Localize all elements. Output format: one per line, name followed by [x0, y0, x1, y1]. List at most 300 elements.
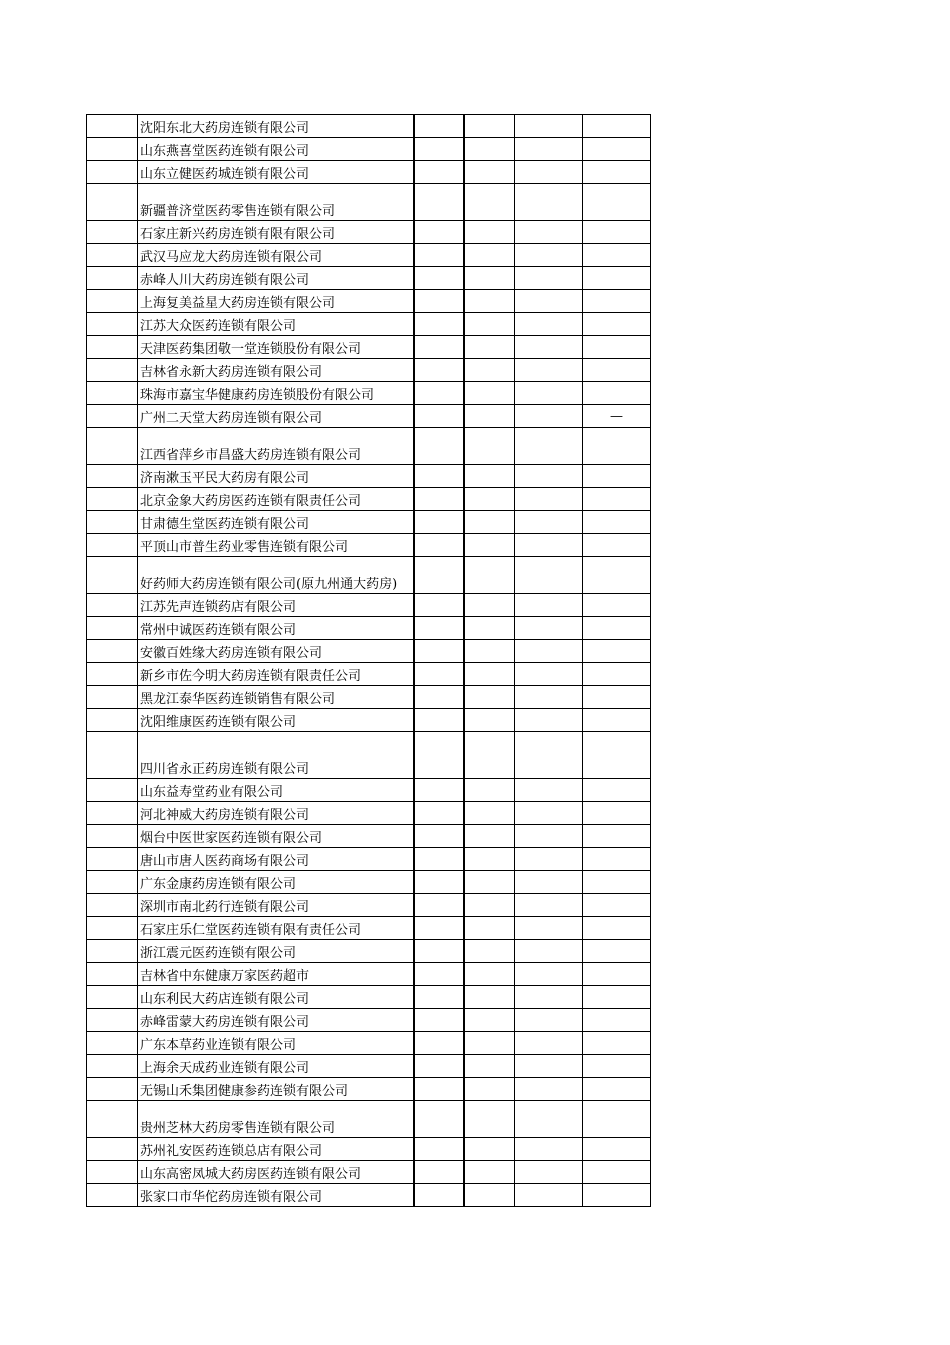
- company-name-cell: 新疆普济堂医药零售连锁有限公司: [138, 184, 414, 221]
- table-cell: [464, 617, 515, 640]
- table-cell: [515, 617, 583, 640]
- mark-cell: [583, 244, 651, 267]
- index-cell: [87, 184, 138, 221]
- table-cell: [414, 221, 464, 244]
- index-cell: [87, 848, 138, 871]
- table-cell: [464, 1138, 515, 1161]
- table-row: [87, 488, 651, 511]
- table-cell: [414, 1101, 464, 1138]
- index-cell: [87, 1009, 138, 1032]
- table-cell: [414, 871, 464, 894]
- table-cell: [414, 1078, 464, 1101]
- company-name-cell: 山东益寿堂药业有限公司: [138, 779, 414, 802]
- table-cell: [515, 825, 583, 848]
- table-cell: [515, 940, 583, 963]
- table-cell: [414, 1138, 464, 1161]
- company-name-cell: 河北神威大药房连锁有限公司: [138, 802, 414, 825]
- table-cell: [414, 848, 464, 871]
- table-cell: [464, 359, 515, 382]
- table-row: [87, 465, 651, 488]
- company-name-cell: 山东燕喜堂医药连锁有限公司: [138, 138, 414, 161]
- table-cell: [464, 825, 515, 848]
- index-cell: [87, 825, 138, 848]
- table-cell: [414, 244, 464, 267]
- index-cell: [87, 557, 138, 594]
- table-row: [87, 1032, 651, 1055]
- company-name-cell: 沈阳维康医药连锁有限公司: [138, 709, 414, 732]
- index-cell: [87, 1138, 138, 1161]
- table-cell: [515, 709, 583, 732]
- company-name-cell: 安徽百姓缘大药房连锁有限公司: [138, 640, 414, 663]
- table-row: [87, 221, 651, 244]
- table-row: [87, 1009, 651, 1032]
- table-row: [87, 732, 651, 779]
- table-row: [87, 917, 651, 940]
- mark-cell: [583, 359, 651, 382]
- table-row: [87, 244, 651, 267]
- table-row: [87, 986, 651, 1009]
- table-row: [87, 640, 651, 663]
- table-cell: [464, 1032, 515, 1055]
- company-name-cell: 石家庄乐仁堂医药连锁有限有责任公司: [138, 917, 414, 940]
- company-name-cell: 唐山市唐人医药商场有限公司: [138, 848, 414, 871]
- table-cell: [464, 382, 515, 405]
- table-cell: [515, 871, 583, 894]
- mark-cell: [583, 640, 651, 663]
- company-name-cell: 江西省萍乡市昌盛大药房连锁有限公司: [138, 428, 414, 465]
- company-name-cell: 深圳市南北药行连锁有限公司: [138, 894, 414, 917]
- table-cell: [515, 1078, 583, 1101]
- table-cell: [464, 917, 515, 940]
- company-name-cell: 珠海市嘉宝华健康药房连锁股份有限公司: [138, 382, 414, 405]
- mark-cell: [583, 557, 651, 594]
- index-cell: [87, 1161, 138, 1184]
- index-cell: [87, 779, 138, 802]
- index-cell: [87, 617, 138, 640]
- table-row: [87, 663, 651, 686]
- mark-cell: [583, 1161, 651, 1184]
- table-cell: [515, 963, 583, 986]
- index-cell: [87, 963, 138, 986]
- company-name-cell: 四川省永正药房连锁有限公司: [138, 732, 414, 779]
- table-cell: [515, 161, 583, 184]
- mark-cell: [583, 1078, 651, 1101]
- index-cell: [87, 894, 138, 917]
- table-row: [87, 594, 651, 617]
- mark-cell: [583, 1032, 651, 1055]
- table-cell: [515, 267, 583, 290]
- table-row: [87, 802, 651, 825]
- company-name-cell: 天津医药集团敬一堂连锁股份有限公司: [138, 336, 414, 359]
- table-cell: [464, 511, 515, 534]
- table-row: [87, 1078, 651, 1101]
- table-row: [87, 1161, 651, 1184]
- company-name-cell: 张家口市华佗药房连锁有限公司: [138, 1184, 414, 1207]
- mark-cell: [583, 313, 651, 336]
- company-name-cell: 吉林省永新大药房连锁有限公司: [138, 359, 414, 382]
- table-row: [87, 1101, 651, 1138]
- table-cell: [515, 428, 583, 465]
- table-cell: [464, 534, 515, 557]
- table-cell: [464, 1184, 515, 1207]
- table-cell: [515, 802, 583, 825]
- index-cell: [87, 1032, 138, 1055]
- table-row: [87, 617, 651, 640]
- mark-cell: [583, 686, 651, 709]
- table-cell: [515, 917, 583, 940]
- mark-cell: [583, 1138, 651, 1161]
- mark-cell: [583, 825, 651, 848]
- mark-cell: [583, 534, 651, 557]
- table-cell: [464, 1078, 515, 1101]
- table-cell: [515, 138, 583, 161]
- company-name-cell: 山东利民大药店连锁有限公司: [138, 986, 414, 1009]
- table-cell: [414, 1184, 464, 1207]
- mark-cell: [583, 290, 651, 313]
- table-cell: [515, 1032, 583, 1055]
- company-name-cell: 赤峰人川大药房连锁有限公司: [138, 267, 414, 290]
- table-row: [87, 963, 651, 986]
- table-cell: [515, 382, 583, 405]
- index-cell: [87, 986, 138, 1009]
- company-name-cell: 上海余天成药业连锁有限公司: [138, 1055, 414, 1078]
- table-cell: [515, 640, 583, 663]
- table-cell: [515, 221, 583, 244]
- mark-cell: [583, 184, 651, 221]
- company-name-cell: 广州二天堂大药房连锁有限公司: [138, 405, 414, 428]
- table-cell: [414, 732, 464, 779]
- table-cell: [414, 336, 464, 359]
- table-cell: [515, 1101, 583, 1138]
- index-cell: [87, 382, 138, 405]
- table-cell: [515, 779, 583, 802]
- table-cell: [414, 138, 464, 161]
- company-name-cell: 广东本草药业连锁有限公司: [138, 1032, 414, 1055]
- table-cell: [464, 138, 515, 161]
- mark-cell: [583, 594, 651, 617]
- mark-cell: [583, 161, 651, 184]
- index-cell: [87, 1078, 138, 1101]
- mark-cell: [583, 488, 651, 511]
- mark-cell: [583, 1101, 651, 1138]
- table-cell: [515, 405, 583, 428]
- index-cell: [87, 336, 138, 359]
- table-cell: [515, 244, 583, 267]
- mark-cell: [583, 917, 651, 940]
- table-cell: [414, 940, 464, 963]
- index-cell: [87, 405, 138, 428]
- table-cell: [414, 917, 464, 940]
- table-cell: [414, 465, 464, 488]
- table-cell: [464, 1161, 515, 1184]
- table-cell: [515, 1161, 583, 1184]
- table-cell: [414, 1055, 464, 1078]
- company-name-cell: 江苏大众医药连锁有限公司: [138, 313, 414, 336]
- table-cell: [414, 640, 464, 663]
- table-row: [87, 709, 651, 732]
- company-name-cell: 吉林省中东健康万家医药超市: [138, 963, 414, 986]
- index-cell: [87, 115, 138, 138]
- index-cell: [87, 290, 138, 313]
- table-cell: [515, 115, 583, 138]
- mark-cell: [583, 511, 651, 534]
- table-cell: [515, 1009, 583, 1032]
- store-table-body: [87, 115, 651, 1207]
- table-cell: [464, 267, 515, 290]
- table-cell: [414, 1009, 464, 1032]
- table-row: [87, 825, 651, 848]
- company-name-cell: 山东高密凤城大药房医药连锁有限公司: [138, 1161, 414, 1184]
- mark-cell: —: [583, 405, 651, 428]
- mark-cell: [583, 221, 651, 244]
- table-cell: [464, 428, 515, 465]
- table-cell: [414, 963, 464, 986]
- mark-cell: [583, 940, 651, 963]
- table-row: [87, 115, 651, 138]
- table-cell: [464, 732, 515, 779]
- index-cell: [87, 465, 138, 488]
- table-cell: [464, 986, 515, 1009]
- index-cell: [87, 917, 138, 940]
- company-name-cell: 平顶山市普生药业零售连锁有限公司: [138, 534, 414, 557]
- index-cell: [87, 640, 138, 663]
- mark-cell: [583, 138, 651, 161]
- table-cell: [464, 963, 515, 986]
- index-cell: [87, 802, 138, 825]
- index-cell: [87, 244, 138, 267]
- table-row: [87, 534, 651, 557]
- table-cell: [464, 894, 515, 917]
- table-cell: [515, 894, 583, 917]
- mark-cell: [583, 894, 651, 917]
- table-row: [87, 290, 651, 313]
- index-cell: [87, 663, 138, 686]
- table-cell: [464, 848, 515, 871]
- index-cell: [87, 1055, 138, 1078]
- company-name-cell: 北京金象大药房医药连锁有限责任公司: [138, 488, 414, 511]
- table-row: [87, 359, 651, 382]
- table-cell: [464, 1101, 515, 1138]
- table-cell: [464, 115, 515, 138]
- mark-cell: [583, 428, 651, 465]
- table-row: [87, 336, 651, 359]
- table-cell: [515, 663, 583, 686]
- store-table: [86, 114, 651, 1207]
- mark-cell: [583, 1055, 651, 1078]
- mark-cell: [583, 986, 651, 1009]
- mark-cell: [583, 617, 651, 640]
- table-cell: [515, 732, 583, 779]
- company-name-cell: 黑龙江泰华医药连锁销售有限公司: [138, 686, 414, 709]
- table-row: [87, 779, 651, 802]
- index-cell: [87, 594, 138, 617]
- table-row: [87, 940, 651, 963]
- mark-cell: [583, 802, 651, 825]
- company-name-cell: 烟台中医世家医药连锁有限公司: [138, 825, 414, 848]
- mark-cell: [583, 465, 651, 488]
- table-cell: [464, 221, 515, 244]
- table-cell: [464, 940, 515, 963]
- table-row: [87, 138, 651, 161]
- company-name-cell: 武汉马应龙大药房连锁有限公司: [138, 244, 414, 267]
- table-row: [87, 894, 651, 917]
- table-cell: [414, 359, 464, 382]
- table-cell: [414, 779, 464, 802]
- table-row: [87, 511, 651, 534]
- table-cell: [464, 290, 515, 313]
- table-row: [87, 267, 651, 290]
- company-name-cell: 山东立健医药城连锁有限公司: [138, 161, 414, 184]
- table-cell: [464, 488, 515, 511]
- table-cell: [515, 465, 583, 488]
- index-cell: [87, 1101, 138, 1138]
- company-name-cell: 广东金康药房连锁有限公司: [138, 871, 414, 894]
- table-row: [87, 1138, 651, 1161]
- index-cell: [87, 511, 138, 534]
- table-cell: [464, 640, 515, 663]
- table-cell: [464, 184, 515, 221]
- table-cell: [414, 184, 464, 221]
- table-cell: [464, 871, 515, 894]
- company-name-cell: 苏州礼安医药连锁总店有限公司: [138, 1138, 414, 1161]
- company-name-cell: 好药师大药房连锁有限公司(原九州通大药房): [138, 557, 414, 594]
- company-name-cell: 上海复美益星大药房连锁有限公司: [138, 290, 414, 313]
- index-cell: [87, 940, 138, 963]
- company-name-cell: 贵州芝林大药房零售连锁有限公司: [138, 1101, 414, 1138]
- index-cell: [87, 313, 138, 336]
- table-cell: [464, 779, 515, 802]
- table-cell: [414, 428, 464, 465]
- table-cell: [515, 336, 583, 359]
- index-cell: [87, 686, 138, 709]
- mark-cell: [583, 336, 651, 359]
- table-cell: [515, 488, 583, 511]
- table-row: [87, 686, 651, 709]
- company-name-cell: 无锡山禾集团健康参药连锁有限公司: [138, 1078, 414, 1101]
- index-cell: [87, 428, 138, 465]
- mark-cell: [583, 267, 651, 290]
- table-cell: [464, 465, 515, 488]
- company-name-cell: 新乡市佐今明大药房连锁有限责任公司: [138, 663, 414, 686]
- index-cell: [87, 1184, 138, 1207]
- table-cell: [515, 1138, 583, 1161]
- table-cell: [515, 686, 583, 709]
- table-cell: [414, 313, 464, 336]
- table-cell: [464, 709, 515, 732]
- table-row: [87, 557, 651, 594]
- table-cell: [515, 594, 583, 617]
- table-cell: [414, 382, 464, 405]
- table-cell: [515, 848, 583, 871]
- table-cell: [414, 557, 464, 594]
- table-cell: [464, 1009, 515, 1032]
- mark-cell: [583, 848, 651, 871]
- mark-cell: [583, 732, 651, 779]
- table-cell: [414, 161, 464, 184]
- index-cell: [87, 488, 138, 511]
- index-cell: [87, 359, 138, 382]
- index-cell: [87, 709, 138, 732]
- table-cell: [414, 686, 464, 709]
- table-cell: [515, 184, 583, 221]
- table-cell: [414, 594, 464, 617]
- index-cell: [87, 267, 138, 290]
- table-cell: [414, 405, 464, 428]
- table-cell: [414, 894, 464, 917]
- mark-cell: [583, 871, 651, 894]
- table-cell: [464, 161, 515, 184]
- table-cell: [414, 825, 464, 848]
- mark-cell: [583, 709, 651, 732]
- table-cell: [414, 290, 464, 313]
- table-cell: [464, 1055, 515, 1078]
- table-row: [87, 428, 651, 465]
- index-cell: [87, 871, 138, 894]
- table-row: [87, 1055, 651, 1078]
- table-cell: [515, 986, 583, 1009]
- company-name-cell: 沈阳东北大药房连锁有限公司: [138, 115, 414, 138]
- table-cell: [515, 313, 583, 336]
- table-cell: [515, 557, 583, 594]
- table-cell: [414, 1161, 464, 1184]
- table-cell: [414, 986, 464, 1009]
- table-cell: [464, 663, 515, 686]
- table-cell: [414, 511, 464, 534]
- table-cell: [414, 115, 464, 138]
- company-name-cell: 甘肃德生堂医药连锁有限公司: [138, 511, 414, 534]
- table-cell: [515, 1055, 583, 1078]
- index-cell: [87, 221, 138, 244]
- table-row: [87, 405, 651, 428]
- table-cell: [464, 313, 515, 336]
- table-cell: [515, 359, 583, 382]
- table-cell: [464, 594, 515, 617]
- table-cell: [414, 617, 464, 640]
- table-cell: [464, 686, 515, 709]
- table-cell: [414, 802, 464, 825]
- table-cell: [414, 267, 464, 290]
- table-row: [87, 871, 651, 894]
- table-cell: [464, 336, 515, 359]
- mark-cell: [583, 1184, 651, 1207]
- table-row: [87, 848, 651, 871]
- company-name-cell: 浙江震元医药连锁有限公司: [138, 940, 414, 963]
- index-cell: [87, 138, 138, 161]
- index-cell: [87, 732, 138, 779]
- table-row: [87, 382, 651, 405]
- table-cell: [464, 405, 515, 428]
- mark-cell: [583, 663, 651, 686]
- company-name-cell: 济南漱玉平民大药房有限公司: [138, 465, 414, 488]
- table-cell: [515, 1184, 583, 1207]
- company-name-cell: 赤峰雷蒙大药房连锁有限公司: [138, 1009, 414, 1032]
- index-cell: [87, 534, 138, 557]
- mark-cell: [583, 1009, 651, 1032]
- company-name-cell: 石家庄新兴药房连锁有限有限公司: [138, 221, 414, 244]
- table-cell: [464, 557, 515, 594]
- mark-cell: [583, 963, 651, 986]
- mark-cell: [583, 382, 651, 405]
- table-cell: [414, 488, 464, 511]
- index-cell: [87, 161, 138, 184]
- mark-cell: [583, 779, 651, 802]
- table-cell: [414, 1032, 464, 1055]
- table-cell: [414, 534, 464, 557]
- table-cell: [414, 709, 464, 732]
- table-cell: [515, 290, 583, 313]
- table-cell: [515, 534, 583, 557]
- table-row: [87, 184, 651, 221]
